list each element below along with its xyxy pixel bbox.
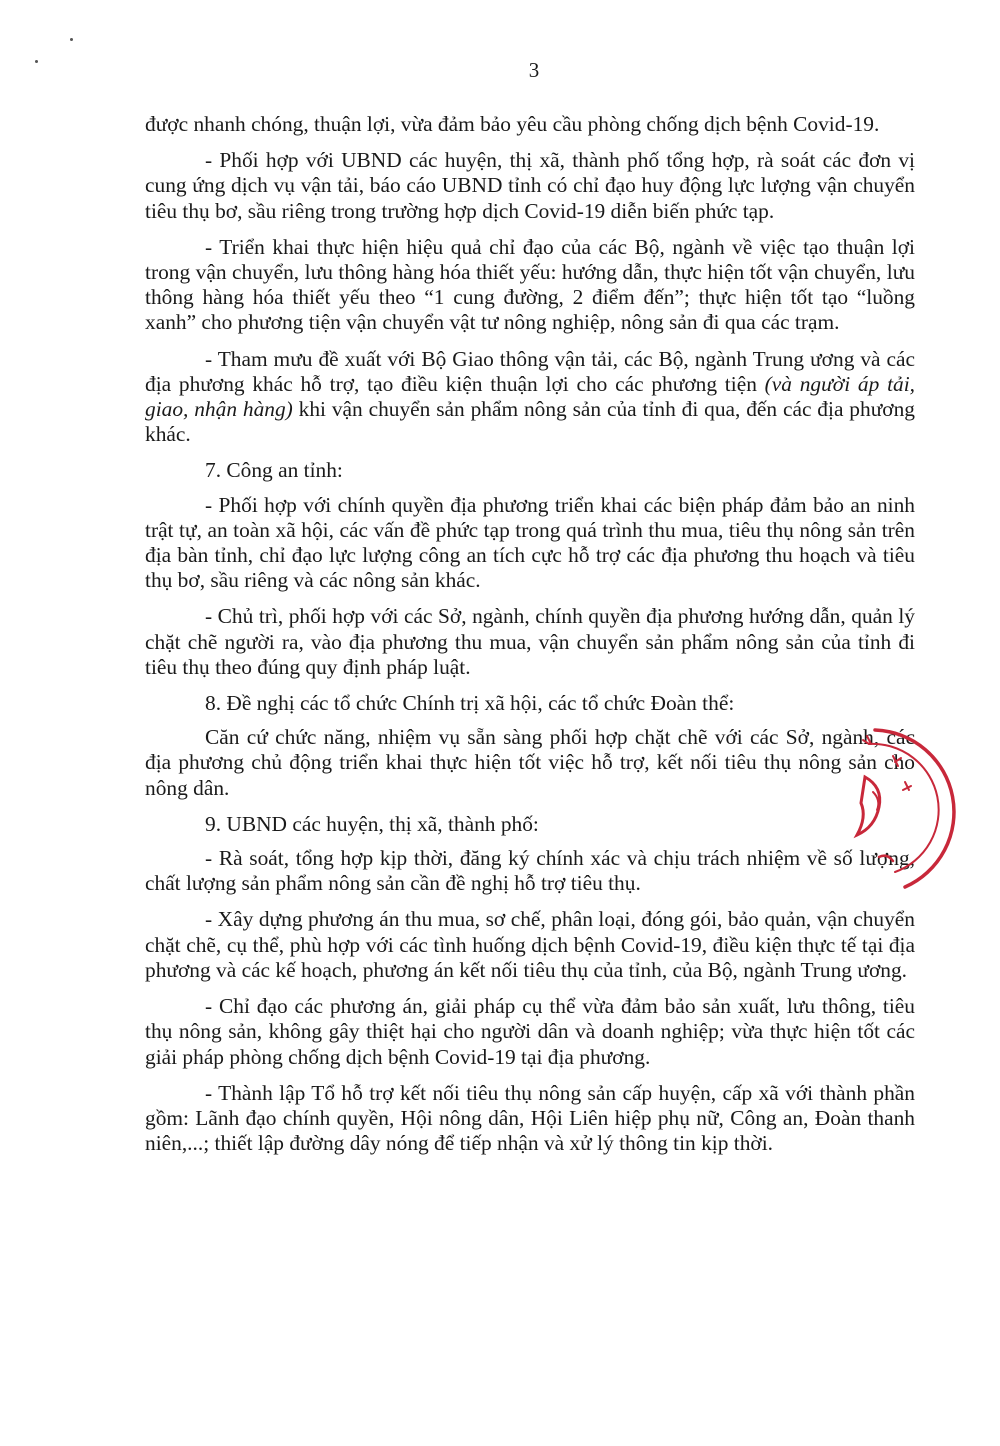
section-heading: 9. UBND các huyện, thị xã, thành phố: xyxy=(205,811,539,836)
paragraph: - Phối hợp với UBND các huyện, thị xã, thành phố tổng hợp, rà soát các đơn vị cung ứng dịch vụ vận tải, báo cáo UBND tỉnh có chỉ đạo huy động lực lượng vận chuyển tiêu thụ bơ, sầu riêng trong trường hợp dịch Covid-19 diễn biến phức tạp. xyxy=(145,148,915,223)
paragraph: - Phối hợp với chính quyền địa phương triển khai các biện pháp đảm bảo an ninh trật tự, an toàn xã hội, các vấn đề phức tạp trong quá trình thu mua, tiêu thụ nông sản trên địa bàn tỉnh, chỉ đạo lực lượng công an tích cực hỗ trợ các địa phương thu hoạch và tiêu thụ bơ, sầu riêng và các nông sản khác. xyxy=(145,492,915,593)
paragraph xyxy=(145,347,915,448)
section-heading: 7. Công an tỉnh: xyxy=(205,458,343,483)
paragraph: Căn cứ chức năng, nhiệm vụ sẵn sàng phối hợp chặt chẽ với các Sở, ngành, các địa phương chủ động triển khai thực hiện tốt việc hỗ trợ, kết nối tiêu thụ nông sản cho nông dân. xyxy=(145,725,915,800)
paragraph-text: - Tham mưu đề xuất với Bộ Giao thông vận tải, các Bộ, ngành Trung ương và các địa phương khác hỗ trợ, tạo điều kiện thuận lợi cho các phương tiện xyxy=(145,346,915,396)
section-heading: 8. Đề nghị các tổ chức Chính trị xã hội, các tổ chức Đoàn thể: xyxy=(205,691,735,716)
scan-speck xyxy=(70,38,73,41)
paragraph: - Rà soát, tổng hợp kịp thời, đăng ký chính xác và chịu trách nhiệm về số lượng, chất lượng sản phẩm nông sản cần đề nghị hỗ trợ tiêu thụ. xyxy=(145,846,915,896)
paragraph: - Xây dựng phương án thu mua, sơ chế, phân loại, đóng gói, bảo quản, vận chuyển chặt chẽ, cụ thể, phù hợp với các tình huống dịch bệnh Covid-19, điều kiện thực tế tại địa phương và các kế hoạch, phương án kết nối tiêu thụ của tỉnh, của Bộ, ngành Trung ương. xyxy=(145,907,915,982)
paragraph-italic-text: (và người áp tải, giao, nhận hàng) xyxy=(145,371,915,422)
paragraph: - Chủ trì, phối hợp với các Sở, ngành, chính quyền địa phương hướng dẫn, quản lý chặt chẽ người ra, vào địa phương thu mua, vận chuyển sản phẩm nông sản của tỉnh đi tiêu thụ theo đúng quy định pháp luật. xyxy=(145,604,915,679)
paragraph-text: khi vận chuyển sản phẩm nông sản của tỉnh đi qua, đến các địa phương khác. xyxy=(145,397,915,447)
paragraph: - Thành lập Tổ hỗ trợ kết nối tiêu thụ nông sản cấp huyện, cấp xã với thành phần gồm: Lãnh đạo chính quyền, Hội nông dân, Hội Liên hiệp phụ nữ, Công an, Đoàn thanh niên,...; thiết lập đường dây nóng để tiếp nhận và xử lý thông tin kịp thời. xyxy=(145,1080,915,1156)
paragraph: - Triển khai thực hiện hiệu quả chỉ đạo của các Bộ, ngành về việc tạo thuận lợi trong vận chuyển, lưu thông hàng hóa thiết yếu: hướng dẫn, thực hiện tốt vận chuyển, lưu thông hàng hóa thiết yếu theo “1 cung đường, 2 điểm đến”; thực hiện tốt tạo “luồng xanh” cho phương tiện vận chuyển vật tư nông nghiệp, nông sản đi qua các trạm. xyxy=(145,234,915,335)
paragraph: - Chỉ đạo các phương án, giải pháp cụ thể vừa đảm bảo sản xuất, lưu thông, tiêu thụ nông sản, không gây thiệt hại cho người dân và doanh nghiệp; vừa thực hiện tốt các giải pháp phòng chống dịch bệnh Covid-19 tại địa phương. xyxy=(145,994,915,1069)
page-number: 3 xyxy=(528,58,540,82)
paragraph: được nhanh chóng, thuận lợi, vừa đảm bảo yêu cầu phòng chống dịch bệnh Covid-19. xyxy=(145,112,880,136)
document-body xyxy=(145,112,915,1167)
